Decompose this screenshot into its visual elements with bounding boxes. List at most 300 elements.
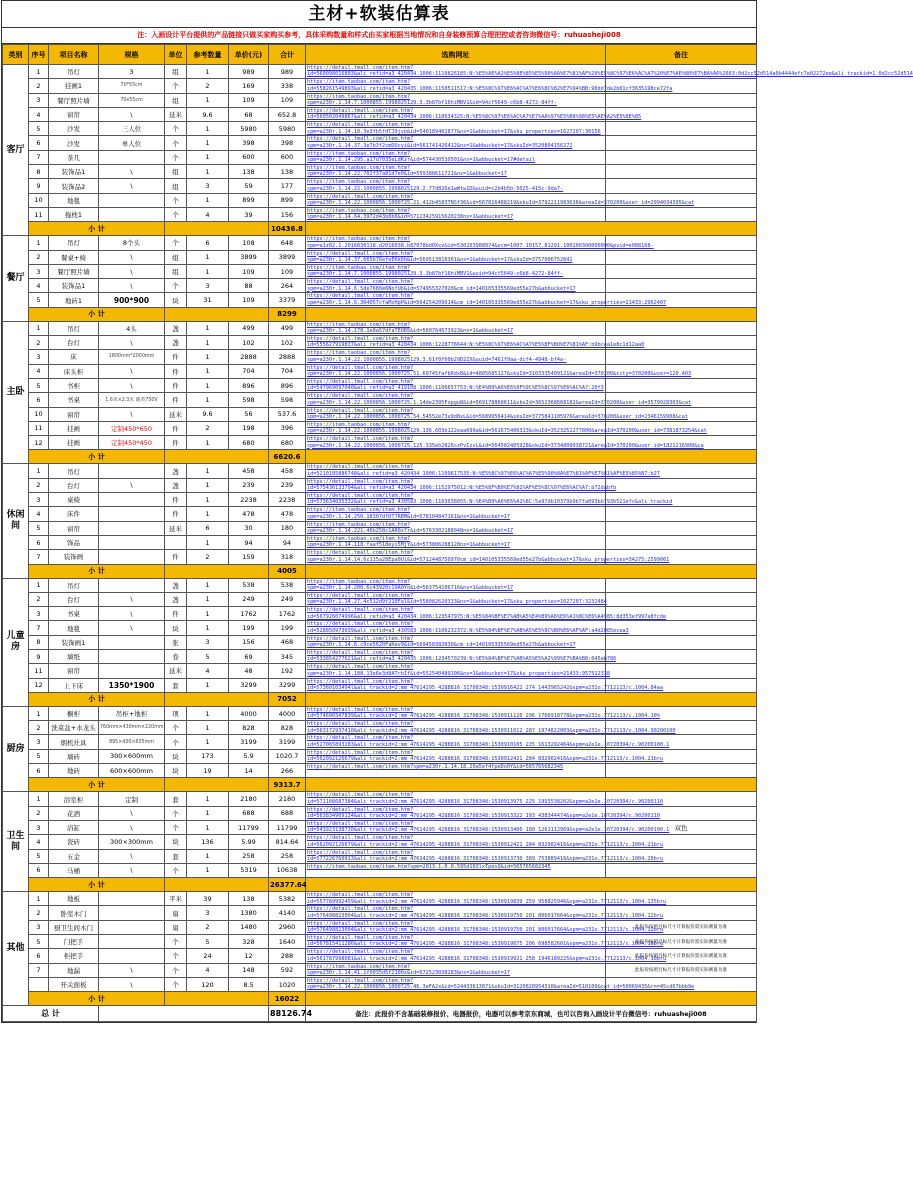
subtotal-value: 26377.64 — [269, 878, 306, 892]
category-cell: 儿童房 — [3, 578, 29, 706]
cell-spec: 600×600mm — [99, 764, 165, 778]
product-link[interactable]: https://detail.tmall.com/item.htm?id=575436133794&ali_refid=a3_420434_1006:1152975012:N:%E5%8F%B0%E7%81%AF%E5%8C%97%E6%AC%A7:b72dabfb — [307, 478, 617, 492]
cell-qty: 3 — [187, 906, 229, 920]
cell-total: 239 — [269, 478, 306, 492]
cell-total: 2238 — [269, 493, 306, 507]
cell-url — [306, 820, 670, 834]
product-link[interactable]: https://detail.tmall.com/item.htm?id=562092126679&ali_trackid=2:mm_47614295_4288816_31708348:1530912421_284_832902416&spm=a231o.7712113/c.1004.21bru — [307, 835, 664, 848]
cell-unit: 个 — [165, 949, 187, 963]
product-link[interactable]: https://item.taobao.com/item.htm?spm=a230r.1.14.178.1e0a57dfaTEOB5&id=560764573923&ns=1&abbucket=17 — [307, 321, 514, 335]
cell-no: 3 — [29, 820, 49, 834]
cell-qty: 4 — [187, 963, 229, 977]
cell-name: 花洒 — [49, 806, 99, 820]
category-cell: 休闲间 — [3, 464, 29, 578]
cell-name: 餐桌+椅 — [49, 250, 99, 264]
product-link[interactable]: https://detail.tmall.com/item.htm?id=557789992459&ali_trackid=2:mm_47614295_4288816_31708348:1530919839_259_958825946&spm=a231o.7712113/c.1004.135bru — [307, 892, 667, 905]
cell-qty: 3 — [187, 279, 229, 293]
cell-unit: 组 — [165, 65, 187, 79]
product-link[interactable]: https://detail.tmall.com/item.htm?spm=a230r.1.14.27.4c512d9f210Fal&id=558082620333&ns=1&abbucket=17&sku_properties=1627207:3232484 — [307, 592, 607, 606]
cell-price: 1762 — [229, 607, 269, 621]
subtotal-label: 小 计 — [29, 778, 165, 792]
cell-name: 橱柜 — [49, 706, 99, 720]
cell-qty: 173 — [187, 749, 229, 763]
cell-price: 5.99 — [229, 835, 269, 849]
table-row — [3, 806, 757, 820]
cell-no: 1 — [29, 321, 49, 335]
cell-spec: 900*900 — [99, 293, 165, 307]
cell-price: 4000 — [229, 706, 269, 720]
cell-no: 1 — [29, 65, 49, 79]
cell-no: 4 — [29, 107, 49, 121]
cell-total: 652.8 — [269, 107, 306, 121]
cell-spec — [99, 193, 165, 207]
cell-price: 458 — [229, 464, 269, 478]
cell-qty: 136 — [187, 835, 229, 849]
cell-total: 398 — [269, 136, 306, 150]
cell-unit: 件 — [165, 607, 187, 621]
cell-spec: 300×300mm — [99, 835, 165, 849]
table-row — [3, 407, 757, 421]
category-cell: 客厅 — [3, 65, 29, 236]
cell-unit: 块 — [165, 293, 187, 307]
product-link[interactable]: https://detail.tmall.com/item.htm?spm=a230r.1.14.22.1000856.1000725.1.14de2395Fopgu8&id=569178860611&skuId=3652368668182&areaId=370200&user_id=3579928303&cat — [307, 393, 692, 406]
grand-total-spacer — [99, 1006, 269, 1022]
cell-url — [306, 421, 707, 435]
cell-spec: \ — [99, 179, 165, 193]
cell-url — [306, 507, 606, 521]
cell-total: 648 — [269, 236, 306, 250]
cell-unit: 组 — [165, 250, 187, 264]
subtotal-value: 6620.6 — [269, 450, 306, 464]
product-link[interactable]: https://detail.tmall.com/item.htm?id=527065893283&ali_trackid=2:mm_47614295_4288816_31708348:1530910105_235_1613292464&spm=a2e1e.10720394/c.90200100.1 — [307, 735, 670, 748]
header-col-url: 选购网址 — [306, 45, 606, 65]
cell-remark — [606, 507, 757, 521]
table-row — [3, 293, 757, 307]
subtotal-spacer — [306, 778, 757, 792]
product-link[interactable]: https://detail.tmall.com/item.htm?id=576498823004&ali_trackid=2:mm_47614295_4288816_31708348:1530919750_201_806017664&spm=a231o.7712113/c.1004.12bru — [307, 920, 664, 934]
product-link[interactable]: https://detail.tmall.com/item.htm?spm=a230r.1.14.188.13e6e3d8ATrbIf&id=552540489106&ns=1&abbucket=17&sku_properties=21433:957512338 — [307, 664, 610, 677]
cell-unit: 个 — [165, 79, 187, 93]
cell-name: 装饰品1 — [49, 165, 99, 179]
cell-no: 1 — [29, 706, 49, 720]
table-row — [3, 550, 757, 564]
cell-total: 156 — [269, 207, 306, 221]
subtotal-value: 16022 — [269, 992, 306, 1006]
product-link[interactable]: https://detail.tmall.com/item.htm?id=563172937410&ali_trackid=2:mm_47614295_4288816_31708348:1530911012_287_1974822003&spm=a231o.7712113/c.1004.90200100 — [307, 721, 676, 734]
cell-url — [306, 678, 664, 692]
product-link[interactable]: https://detail.tmall.com/item.htm?id=560098016803&ali_refid=a3_420434_1006:1110826185:N:%E5%AE%A2%E5%8E%85%E5%90%8A%E7%81%AF%20%E5%8C%97%E6%AC%A7%20%E7%AE%80%E7%BA%A6%2663:0d2cc52d514a0b4444efc7e02272ee&ali_trackid=1_0d2cc52d514 — [307, 65, 913, 78]
cell-total: 396 — [269, 421, 306, 435]
cell-url — [306, 464, 660, 478]
cell-unit: 件 — [165, 378, 187, 392]
cell-price: 478 — [229, 507, 269, 521]
cell-spec — [99, 521, 165, 535]
cell-spec: \ — [99, 977, 165, 991]
category-cell: 卫生间 — [3, 792, 29, 892]
product-link[interactable]: https://detail.tmall.com/item.htm?spm=a230r.1.14.6.c9ce5620FaKev9&id=569458383830&cm_id=140105335569ed55e27b&abbucket=17 — [307, 635, 576, 649]
cell-price: 598 — [229, 393, 269, 407]
product-link[interactable]: https://detail.tmall.com/item.htm?spm=a230r.1.14.22.1000856.1000725.21.412b4583TNSf36&id=567816488219&skuId=3792211983636&areaId=370200&user_id=2994034395&cat — [307, 193, 695, 207]
cell-name: 茶几 — [49, 150, 99, 164]
cell-unit: 扇 — [165, 920, 187, 934]
product-link[interactable]: https://item.taobao.com/item.htm?id=558261549893&ali_refid=a3_420435_1006:1150511517:N:%E5%8C%97%E6%AC%A7%E6%8C%82%E7%94%BB:90dd7de2b01cf3635198ce72fa — [307, 79, 673, 92]
cell-url — [306, 949, 667, 963]
product-link[interactable]: https://detail.tmall.com/item.htm?id=574690347839&ali_trackid=2:mm_47614295_4288816_31708348:1530911126_296_1766918778&spm=a231o.7712113/c.1004.10% — [307, 706, 660, 720]
cell-name: 地毯 — [49, 193, 99, 207]
cell-qty: 1 — [187, 150, 229, 164]
subtotal-row — [3, 307, 757, 321]
cell-no: 3 — [29, 920, 49, 934]
table-row — [3, 906, 757, 920]
cell-remark — [606, 279, 757, 293]
cell-url — [306, 336, 645, 350]
cell-total: 3899 — [269, 250, 306, 264]
product-link[interactable]: https://detail.tmall.com/item.htm?id=567926074996&ali_refid=a3_420434_1006:123547975:N:%E5%84%BF%E7%AB%A5%E4%B9%A6%E6%A1%8C%E6%A4%85:8d353ef997a8fcde — [307, 607, 667, 620]
table-row — [3, 935, 757, 949]
cell-name: 台灯 — [49, 336, 99, 350]
cell-url — [306, 378, 606, 392]
cell-qty: 39 — [187, 892, 229, 906]
product-link[interactable]: https://detail.tmall.com/item.htm?id=577226760913&ali_trackid=2:mm_47614295_4288816_31708348:1530913730_389_753889416&spm=a231o.7712113/c.1004.20bru — [307, 849, 664, 862]
cell-no — [29, 977, 49, 991]
product-link[interactable]: https://item.taobao.com/item.htm?spm=a230r.1.14.22.1000855.1998025129.136.603b122eaa699a&id=561675400313&skuId=3523252277800&areaId=370200&user_id=7381873254&cat — [307, 421, 707, 435]
table-row — [3, 107, 757, 121]
cell-price: 138 — [229, 892, 269, 906]
cell-spec: \ — [99, 592, 165, 606]
cell-unit: 块 — [165, 749, 187, 763]
product-link[interactable]: https://item.taobao.com/item.htm?spm=a1z02.1.2016030118.d2016038.b87078bd0Xxz&id=530203988974&scm=1007.10157.81291.100200300000000&pvid=e088168- — [307, 236, 654, 249]
cell-qty: 1 — [187, 264, 229, 278]
cell-url — [306, 436, 704, 450]
cell-spec — [99, 906, 165, 920]
table-row — [3, 436, 757, 450]
cell-url — [306, 264, 606, 278]
cell-total: 10638 — [269, 863, 306, 877]
cell-spec: 895×430×605mm — [99, 735, 165, 749]
cell-qty: 1 — [187, 607, 229, 621]
cell-url — [306, 521, 606, 535]
cell-url — [306, 279, 606, 293]
cell-unit: 个 — [165, 977, 187, 991]
header-col-name: 项目名称 — [49, 45, 99, 65]
table-row — [3, 735, 757, 749]
cell-remark — [606, 165, 757, 179]
cell-spec — [99, 550, 165, 564]
cell-url — [306, 863, 606, 877]
product-link[interactable]: https://item.taobao.com/item.htm?spm=a230r.1.14.221.46b258c1AR0z7r&id=5763302188048ns=1&abbucket=17 — [307, 521, 514, 535]
cell-total: 538 — [269, 578, 306, 592]
product-link[interactable]: https://detail.tmall.com/item.htm?id=562092126679&ali_trackid=2:mm_47614295_4288816_31708348:1530912421_284_832902416&spm=a231o.7712113/c.1004.21bru — [307, 749, 664, 763]
cell-url — [306, 165, 606, 179]
cell-no: 11 — [29, 207, 49, 221]
cell-no: 2 — [29, 250, 49, 264]
table-row — [3, 678, 757, 692]
cell-name: 挂画1 — [49, 79, 99, 93]
product-link[interactable]: https://item.taobao.com/item.htm?spm=a230r.1.14.295.a17d7035eLdKzr&id=574430530501&ns=1&abbucket=17#detail — [307, 150, 535, 164]
cell-spec — [99, 892, 165, 906]
product-link[interactable]: https://item.taobao.com/item.htm?spm=a230r.1.14.22.1000855.1998025129.3.61f0f60b29D2ZX&uuid=7461f9aa-dcf4-4948-bf4a- — [307, 350, 567, 363]
cell-url — [306, 179, 606, 193]
cell-name: 门把手 — [49, 935, 99, 949]
cell-url — [306, 578, 606, 592]
cell-remark — [606, 250, 757, 264]
cell-total: 592 — [269, 963, 306, 977]
cell-unit: 件 — [165, 436, 187, 450]
cell-name: 餐厅照片墙 — [49, 264, 99, 278]
cell-unit: 组 — [165, 93, 187, 107]
cell-price: 3299 — [229, 678, 269, 692]
cell-name: 窗帘 — [49, 664, 99, 678]
cell-unit: 组 — [165, 264, 187, 278]
cell-qty: 1 — [187, 136, 229, 150]
cell-unit: 块 — [165, 764, 187, 778]
cell-url — [306, 749, 664, 763]
cell-url — [306, 350, 606, 364]
product-link[interactable]: https://detail.tmall.com/item.htm?spm=a230r.1.14.6.5de7680e6NofUb&id=574955327020&cm_id=140105335569ed55e27b&abbucket=17 — [307, 279, 576, 292]
cell-no: 2 — [29, 592, 49, 606]
cell-url — [306, 364, 692, 378]
product-link[interactable]: https://detail.tmall.com/item.htm?spm=a230r.1.14.37.3e7b3f2cmDUcvi&id=561741426412&ns=1&abbucket=17&skuId=3520804156272 — [307, 136, 573, 149]
cell-spec — [99, 635, 165, 649]
cell-unit: 盏 — [165, 578, 187, 592]
subtotal-label: 小 计 — [29, 878, 165, 892]
cell-unit: 卷 — [165, 649, 187, 663]
cell-qty: 1 — [187, 464, 229, 478]
cell-qty: 1 — [187, 578, 229, 592]
cell-name: 台灯 — [49, 478, 99, 492]
category-cell: 餐厅 — [3, 236, 29, 321]
product-link[interactable]: https://item.taobao.com/item.htm?spm=a230r.1.14.7.1000855.1998025129.3.3b87bf16hiMBV1&id=94cf5649-c6b8-4272-84ff- — [307, 93, 557, 106]
product-link[interactable]: https://item.taobao.com/item.htm?spm=a230r.1.14.22.1000855.1998025129.2.77d826e1wWtw1D&uuid=c2b4b5b-5025-415c-9da7- — [307, 179, 564, 192]
cell-name: 窗帘 — [49, 107, 99, 121]
cell-name: 瓷砖 — [49, 835, 99, 849]
cell-remark — [606, 122, 757, 136]
cell-unit: 套 — [165, 849, 187, 863]
table-row — [3, 493, 757, 507]
product-link[interactable]: https://item.taobao.com/item.htm?spm=2013.1.0.0.595d103lxTpesQ&id=565765682345 — [307, 863, 551, 870]
cell-price: 704 — [229, 364, 269, 378]
cell-qty: 2 — [187, 550, 229, 564]
cell-unit: 个 — [165, 236, 187, 250]
cell-unit: 盏 — [165, 464, 187, 478]
cell-no: 9 — [29, 179, 49, 193]
cell-total: 138 — [269, 165, 306, 179]
cell-total: 2888 — [269, 350, 306, 364]
subtotal-spacer — [306, 222, 757, 236]
cell-unit: 盏 — [165, 336, 187, 350]
product-link[interactable]: https://item.taobao.com/item.htm?spm=a230r.1.14.64.3972d43b0b6&id=57123425915620238ns=1&abbucket=17 — [307, 207, 514, 221]
cell-qty: 9.6 — [187, 407, 229, 421]
cell-qty: 1 — [187, 493, 229, 507]
product-link[interactable]: https://detail.tmall.com/item.htm?spm=a230r.1.14.37.665b76efeEKk6h&id=569513818361&ns=1&abbucket=17&skuId=3757006752841 — [307, 250, 573, 263]
cell-unit: 个 — [165, 721, 187, 735]
product-link[interactable]: https://detail.tmall.com/item.htm?spm=a230r.1.14.18.29a5ef4fpeDo0Y&id=565765682345 — [307, 764, 564, 771]
cell-price: 5.9 — [229, 749, 269, 763]
table-row — [3, 478, 757, 492]
cell-total: 318 — [269, 550, 306, 564]
cell-total: 109 — [269, 264, 306, 278]
table-row — [3, 507, 757, 521]
subtotal-label: 小 计 — [29, 564, 165, 578]
product-link[interactable]: https://item.taobao.com/item.htm?spm=a230r.1.14.7.1000855.1998025129.3.3b87bf16hiMBV1&uuid=94cf5649-c6b8-4272-84ff- — [307, 264, 564, 278]
cell-name: 书柜 — [49, 378, 99, 392]
cell-unit: 项 — [165, 706, 187, 720]
header-col-spec: 规格 — [99, 45, 165, 65]
table-row — [3, 706, 757, 720]
cell-name: 吊灯 — [49, 321, 99, 335]
product-link[interactable]: https://detail.tmall.com/item.htm?id=571108687384&ali_trackid=2:mm_47614295_4288816_31708348:1530913975_225_1993538202&spm=a2e1e.10720394/c.90200110 — [307, 792, 664, 805]
cell-qty: 1 — [187, 678, 229, 692]
table-row — [3, 336, 757, 350]
product-link[interactable]: https://detail.tmall.com/item.htm?id=561787998081&ali_trackid=2:mm_47614295_4288816_31708348:1530919921_258_1946189225&spm=a231o.7712113/c.1004.10bru — [307, 949, 667, 962]
cell-spec — [99, 949, 165, 963]
cell-remark — [606, 150, 757, 164]
product-link[interactable]: https://detail.tmall.com/item.htm?id=555627919837&ali_refid=a3_420434_1006:1228776644:N:%E5%8C%97%E6%AC%A7%E5%8F%B0%E7%81%AF:b9bcea1e8c1d12aa0 — [307, 336, 645, 349]
subtotal-spacer — [165, 778, 269, 792]
cell-name: 墙纸 — [49, 649, 99, 663]
cell-name: 台灯 — [49, 592, 99, 606]
cell-remark: 此报价按照目标尺寸计算报价需实际测量为准 — [606, 963, 757, 977]
cell-spec: 三人位 — [99, 122, 165, 136]
cell-no: 5 — [29, 293, 49, 307]
product-link[interactable]: https://detail.tmall.com/item.htm?spm=a230r.1.14.22.1000856.1000725.46.3eFA2x&id=524433613871&skuId=3120828954310&areaId=510100&cat_id=50069435&rn=45cd67bbb9e — [307, 977, 695, 991]
product-link[interactable]: https://detail.tmall.com/item.htm?id=573634035332&ali_refid=a3_430583_1006:1103038055:N:%E4%B9%A6%E6%A1%8C:5a97db10379b9b7fa093bb793b521efc&ali_trackid — [307, 493, 673, 506]
cell-price: 896 — [229, 378, 269, 392]
cell-qty: 5 — [187, 649, 229, 663]
cell-name: 上下床 — [49, 678, 99, 692]
header-col-price: 单价(元) — [229, 45, 269, 65]
cell-price: 3899 — [229, 250, 269, 264]
product-link[interactable]: https://detail.tmall.com/item.htm?id=560502049867&ali_refid=a3_420434_1006:110634325:N:%E5%8C%97%E6%AC%A7%E7%AA%97%E5%B8%98%E5%AE%A2%E5%8E%85 — [307, 107, 642, 121]
cell-qty: 4 — [187, 207, 229, 221]
cell-price: 68 — [229, 107, 269, 121]
cell-name: 吊灯 — [49, 578, 99, 592]
cell-no: 1 — [29, 792, 49, 806]
cell-remark — [606, 649, 757, 663]
product-link[interactable]: https://detail.tmall.com/item.htm?spm=a230r.1.14.6.304057cfaMxHpP&id=564254209014&cm_id=140105335569ed55e27b&abbucket=17&sku_properties=21433:2962407 — [307, 293, 667, 306]
cell-remark — [606, 635, 757, 649]
cell-price: 199 — [229, 621, 269, 635]
cell-spec: \ — [99, 407, 165, 421]
cell-url — [306, 250, 606, 264]
cell-name: 烟机灶具 — [49, 735, 99, 749]
cell-price: 59 — [229, 179, 269, 193]
table-row — [3, 421, 757, 435]
cell-spec — [99, 493, 165, 507]
cell-no: 8 — [29, 165, 49, 179]
product-link[interactable]: https://detail.tmall.com/item.htm?id=567815411286&ali_trackid=2:mm_47614295_4288816_31708348:1530919875_206_698582601&spm=a231o.7712113/c.1004.10bru — [307, 935, 664, 948]
cell-url — [306, 107, 642, 121]
subtotal-label: 小 计 — [29, 692, 165, 706]
product-link[interactable]: https://item.taobao.com/item.htm?spm=a230r.1.14.118.faaf518eyi5MjY&id=573806288128ns=1&abbucket=17 — [307, 535, 511, 549]
product-link[interactable]: https://detail.tmall.com/item.htm?spm=a230r.1.14.14.6c115a28Epa0Ui&id=5712448750970cm_id=140105335569ed55e27b&abbucket=17&sku_properties=34275:2599061 — [307, 550, 670, 563]
table-row — [3, 607, 757, 621]
product-link[interactable]: https://item.taobao.com/item.htm?spm=a230r.1.14.22.702f37a81d7e0&id=559388611721&ns=1&abbucket=17 — [307, 165, 507, 178]
table-row — [3, 321, 757, 335]
product-link[interactable]: https://detail.tmall.com/item.htm?spm=a230r.1.14.22.1000856.1000725.51.60745fafb6dx8&id=4805685127&skuId=3103335409121&areaId=370200&city=370200&user=120.403 — [307, 364, 692, 378]
cell-spec — [99, 935, 165, 949]
cell-url — [306, 621, 629, 635]
product-link[interactable]: https://detail.tmall.com/item.htm?spm=a230r.1.14.18.3e3fb5fdTJ9jvb&id=540189402877&ns=1&abbucket=17&sku_properties=1627207:30156 — [307, 122, 601, 135]
product-link[interactable]: https://detail.tmall.com/item.htm?id=547969097040&ali_refid=a3_419108_1006:1106657753:N:%E4%B9%A6%E6%9F%9C%E5%8C%97%E6%AC%A7:20f3 — [307, 378, 604, 392]
cell-spec: \ — [99, 863, 165, 877]
cell-price: 688 — [229, 806, 269, 820]
cell-price: 680 — [229, 436, 269, 450]
cell-price: 538 — [229, 578, 269, 592]
cell-qty: 5 — [187, 935, 229, 949]
cell-remark — [606, 664, 757, 678]
cell-total: 2180 — [269, 792, 306, 806]
product-link[interactable]: https://item.taobao.com/item.htm?spm=a230r.1.14.41.1f0035d5f2100z&id=572523038283&ns=1&abbucket=17 — [307, 963, 511, 977]
cell-no: 2 — [29, 478, 49, 492]
cell-unit: 个 — [165, 207, 187, 221]
cell-total: 264 — [269, 279, 306, 293]
cell-price: 1480 — [229, 920, 269, 934]
table-row — [3, 250, 757, 264]
table-row — [3, 664, 757, 678]
table-row — [3, 835, 757, 849]
subtotal-spacer — [306, 878, 757, 892]
cell-total: 1640 — [269, 935, 306, 949]
product-link[interactable]: https://detail.tmall.com/item.htm?id=57360103494l&ali_trackid=2:mm_47614295_4288816_31708348:1530916422_274_1443965242&spm=a231o.7712113/c.1004.84aa — [307, 678, 664, 691]
cell-qty: 9.6 — [187, 107, 229, 121]
cell-no: 6 — [29, 764, 49, 778]
product-link[interactable]: https://detail.tmall.com/item.htm?spm=a230r.1.14.22.1000856.1000725.125.335eb2826czPvIzvL&id=564502405928&skuId=3734809938721&areaId=370200&user_id=1821216908&ca — [307, 436, 704, 449]
cell-spec: 300×600mm — [99, 749, 165, 763]
subtotal-label: 小 计 — [29, 222, 165, 236]
cell-name: 地砖1 — [49, 293, 99, 307]
cell-spec: 4头 — [99, 321, 165, 335]
table-row — [3, 122, 757, 136]
product-link[interactable]: https://detail.tmall.com/item.htm?id=543923138730&ali_trackid=2:mm_47614295_4288816_31708348:1530913406_180_1261112969&spm=a2e1e.10720394/c.90200100.1 — [307, 820, 670, 834]
cell-url — [306, 136, 606, 150]
table-row — [3, 93, 757, 107]
cell-url — [306, 706, 660, 720]
grand-total-label: 总 计 — [3, 1006, 99, 1022]
cell-name: 地板 — [49, 892, 99, 906]
cell-unit: 套 — [165, 792, 187, 806]
cell-name: 地漏 — [49, 963, 99, 977]
product-link[interactable]: https://detail.tmall.com/item.htm?id=528850973039&ali_refid=a3_430583_1006:1106232372:N:%E5%84%BF%E7%AB%A5%E5%9C%B0%E6%AF%AF:a4d2085ecea3 — [307, 621, 629, 634]
cell-remark: 双色 — [606, 820, 757, 834]
cell-qty: 2 — [187, 79, 229, 93]
cell-price: 148 — [229, 963, 269, 977]
cell-spec: \ — [99, 107, 165, 121]
table-row — [3, 578, 757, 592]
cell-name: 墙砖 — [49, 749, 99, 763]
cell-unit: 盏 — [165, 321, 187, 335]
cell-spec — [99, 664, 165, 678]
header-col-total: 合计 — [269, 45, 306, 65]
header-col-remark: 备注 — [606, 45, 757, 65]
product-link[interactable]: https://detail.tmall.com/item.htm?id=576498823004&ali_trackid=2:mm_47614295_4288816_31708348:1530919750_201_806017664&spm=a231o.7712113/c.1004.12bru — [307, 906, 664, 919]
product-link[interactable]: https://detail.tmall.com/item.htm?spm=a230r.1.14.22.1000856.1000725.54.54552e73u9d8vL&id=5689956414&skuId=3775841105976&areaId=370200&user_id=2346159908&cat — [307, 407, 689, 420]
cell-no: 10 — [29, 407, 49, 421]
cell-name: 五金 — [49, 849, 99, 863]
cell-qty: 1 — [187, 863, 229, 877]
cell-url — [306, 65, 913, 79]
cell-qty: 6 — [187, 521, 229, 535]
product-link[interactable]: https://detail.tmall.com/item.htm?id=563834909134&ali_trackid=2:mm_47614295_4288816_31708348:1530913322_193_438344474&spm=a2e1e.10720394/c.90200110 — [307, 806, 660, 820]
product-link[interactable]: https://item.taobao.com/item.htm?spm=a230r.1.14.250.18307dfDT7RBM&id=578104847161&ns=1&abbucket=17 — [307, 507, 511, 520]
cell-name: 饰品 — [49, 535, 99, 549]
product-link[interactable]: https://detail.tmall.com/item.htm?id=533854277621&ali_refid=a3_420435_1006:1234570239:N:%E5%84%BF%E7%AB%A5%E5%A2%99%E7%BA%B8:045ab786 — [307, 649, 617, 663]
cell-total: 680 — [269, 436, 306, 450]
cell-spec: 定制450*650 — [99, 421, 165, 435]
product-link[interactable]: https://item.taobao.com/item.htm?spm=a230r.1.14.200.6c43920c19A0Yo&id=563754106716&ns=1&abbucket=17 — [307, 578, 514, 591]
cell-url — [306, 122, 606, 136]
product-link[interactable]: https://detail.tmall.com/item.htm?id=5210185886748&ali_refid=a3_420434_1006:1109617535:N:%E5%8C%97%E6%AC%A7%E5%90%8A%E7%81%AF%E7%81%AF%E5%85%B7:b27 — [307, 464, 660, 477]
